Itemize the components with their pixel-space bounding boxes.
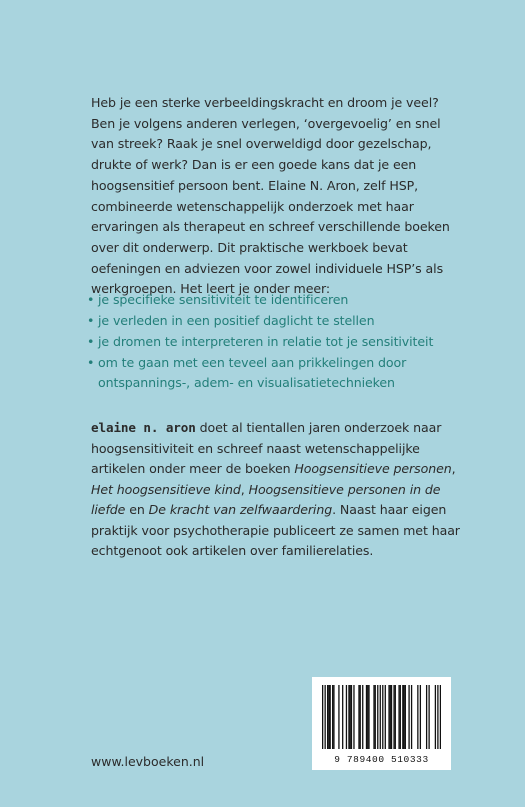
intro-paragraph — [91, 93, 461, 300]
book-title: Hoogsensitieve personen — [294, 461, 452, 476]
barcode-bar — [380, 685, 381, 749]
barcode-bar — [382, 685, 383, 749]
barcode-bar — [360, 685, 361, 749]
barcode-bar — [435, 685, 436, 749]
book-title: Het hoogsensitieve kind — [91, 481, 241, 497]
barcode-bar — [350, 685, 351, 749]
barcode-bar — [332, 685, 333, 749]
barcode-bar — [327, 685, 328, 749]
book-title: Hoogsensitieve personen in de liefde — [91, 481, 441, 517]
barcode-bar — [388, 685, 389, 749]
list-item: • je dromen te interpreteren in relatie tot je sensitiviteit — [87, 332, 467, 352]
barcode-bar — [346, 685, 347, 749]
author-name: elaine n. aron — [91, 420, 196, 435]
bullet-icon: • — [87, 313, 95, 328]
feature-list — [87, 290, 467, 394]
barcode-bar — [368, 685, 369, 749]
website-url: www.levboeken.nl — [91, 754, 205, 769]
barcode-bar — [322, 685, 323, 749]
barcode-bar — [437, 685, 438, 749]
barcode-bar — [342, 685, 343, 749]
book-title: De kracht van zelfwaardering — [148, 502, 333, 517]
barcode-bar — [420, 685, 421, 749]
intro-text: Heb je een sterke verbeeldingskracht en droom je veel? Ben je volgens anderen verlegen, ‘overgevoelig’ en snel van streek? Raak je snel overweldigd door gezelschap, drukte of werk? Dan is er een goede kans dat je een hoogsensitief persoon bent. Elaine N. Aron, zelf HSP, combineerde wetenschappelijk onderzoek met haar ervaringen als therapeut en schreef verschillende boeken over dit onderwerp. Dit praktische werkboek bevat oefeningen en adviezen voor zowel individuele HSP’s als werkgroepen. Het leert je onder meer: — [91, 95, 450, 297]
barcode-bar — [403, 685, 404, 749]
barcode-bar — [348, 685, 349, 749]
barcode-bar — [373, 685, 374, 749]
barcode — [312, 677, 451, 770]
barcode-bar — [402, 685, 403, 749]
bullet-icon: • — [87, 334, 95, 349]
list-item: • om te gaan met een teveel aan prikkelingen door ontspannings-, adem- en visualisatietechnieken — [87, 355, 407, 390]
barcode-bar — [385, 685, 386, 749]
barcode-bar — [426, 685, 427, 749]
list-item: • je verleden in een positief daglicht te stellen — [87, 311, 467, 331]
barcode-bar — [393, 685, 394, 749]
barcode-bar — [328, 685, 329, 749]
barcode-number: 9 789400 510333 — [334, 754, 429, 765]
author-bio: elaine n. aron doet al tientallen jaren onderzoek naar hoogsensitiviteit en schreef naast wetenschappelijke artikelen onder meer de boeken Hoogsensitieve personen, Het hoogsensitieve kind, Hoogsensitieve personen in de liefde en De kracht van zelfwaardering. Naast haar eigen praktijk voor psychotherapie publiceert ze samen met haar echtgenoot ook artikelen over familierelaties. — [91, 420, 460, 558]
barcode-bar — [405, 685, 406, 749]
barcode-bar — [411, 685, 412, 749]
barcode-bar — [417, 685, 418, 749]
list-item: • je specifieke sensitiviteit te identificeren — [87, 290, 467, 310]
barcode-bar — [367, 685, 368, 749]
barcode-bar — [351, 685, 352, 749]
barcode-bars — [322, 685, 441, 749]
barcode-bar — [400, 685, 401, 749]
barcode-bar — [390, 685, 391, 749]
barcode-bar — [358, 685, 359, 749]
barcode-bar — [428, 685, 429, 749]
barcode-bar — [366, 685, 367, 749]
bullet-icon: • — [87, 355, 95, 370]
barcode-bar — [391, 685, 392, 749]
barcode-bar — [395, 685, 396, 749]
barcode-bar — [440, 685, 441, 749]
barcode-bar — [362, 685, 363, 749]
barcode-bar — [353, 685, 354, 749]
barcode-bar — [338, 685, 339, 749]
barcode-bar — [330, 685, 331, 749]
barcode-bar — [375, 685, 376, 749]
barcode-bar — [333, 685, 334, 749]
bullet-icon: • — [87, 292, 95, 307]
barcode-bar — [398, 685, 399, 749]
barcode-bar — [408, 685, 409, 749]
barcode-bar — [377, 685, 378, 749]
barcode-bar — [325, 685, 326, 749]
